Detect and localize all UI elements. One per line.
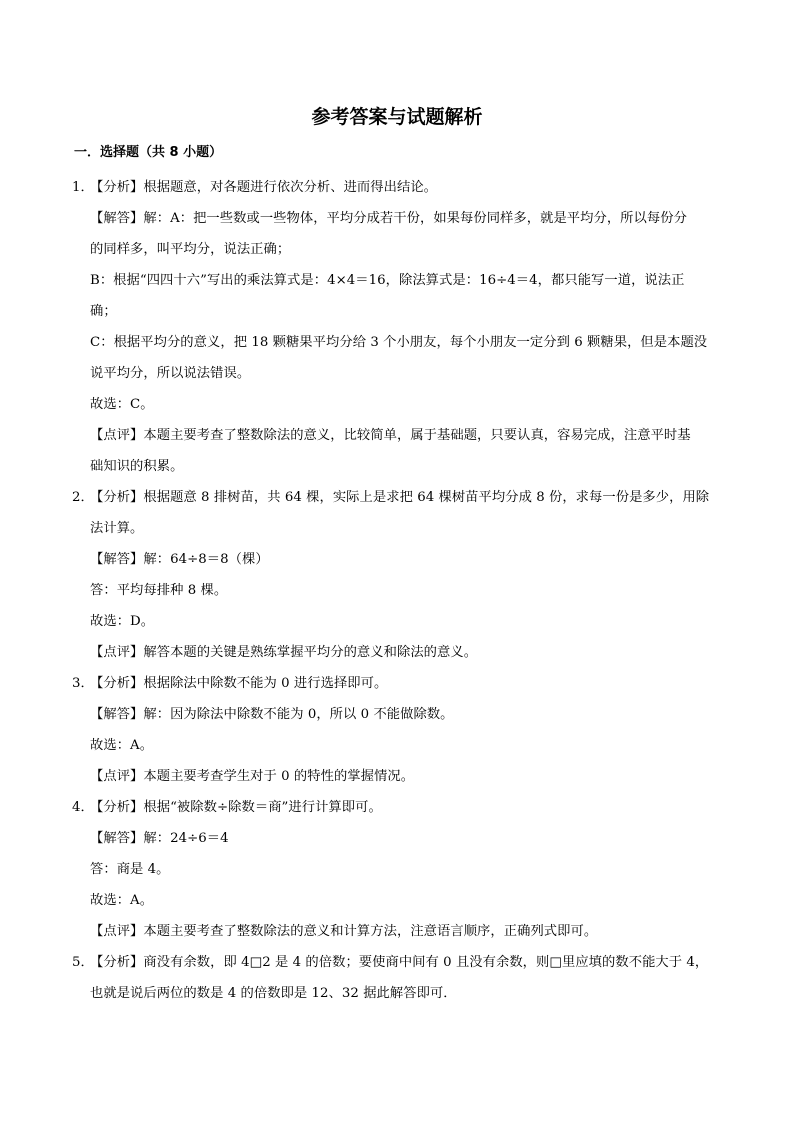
answer-line: 【解答】解：A：把一些数或一些物体，平均分成若干份，如果每份同样多，就是平均分，所以每份分 (90, 211, 687, 226)
comment-line: 【点评】解答本题的关键是熟练掌握平均分的意义和除法的意义。 (90, 645, 478, 660)
analysis-line (0, 172, 794, 203)
answer-line: C：根据平均分的意义，把 18 颗糖果平均分给 3 个小朋友，每个小朋友一定分到 6 颗糖果，但是本题没 (90, 335, 708, 350)
answer-line: B：根据“四四十六”写出的乘法算式是：4×4＝16，除法算式是：16÷4＝4，都只能写一道，说法正 (90, 273, 685, 288)
analysis-line: 法计算。 (90, 521, 144, 536)
question-3 (0, 668, 794, 792)
question-number: 3． (72, 676, 94, 691)
comment-line: 础知识的积累。 (90, 459, 184, 474)
analysis-line (0, 482, 794, 513)
answer-line: 的同样多，叫平均分，说法正确； (90, 242, 291, 257)
question-number: 4． (72, 800, 94, 815)
choice-line: 故选：D。 (90, 614, 155, 629)
line-text: 【分析】根据“被除数÷除数＝商”进行计算即可。 (90, 800, 382, 815)
analysis-line (0, 792, 794, 823)
line-text: 【分析】根据题意，对各题进行依次分析、进而得出结论。 (90, 180, 438, 195)
answer-line: 【解答】解：64÷8＝8（棵） (90, 552, 269, 567)
question-4 (0, 792, 794, 947)
answer-content (0, 172, 794, 1009)
question-number: 1． (72, 180, 94, 195)
question-number: 5． (72, 955, 94, 970)
line-text: 【分析】根据除法中除数不能为 0 进行选择即可。 (90, 676, 388, 691)
comment-line: 【点评】本题主要考查了整数除法的意义和计算方法，注意语言顺序，正确列式即可。 (90, 924, 598, 939)
answer-line: 说平均分，所以说法错误。 (90, 366, 251, 381)
question-1 (0, 172, 794, 482)
comment-line: 【点评】本题主要考查了整数除法的意义，比较简单，属于基础题，只要认真，容易完成，注意平时基 (90, 428, 691, 443)
choice-line: 故选：C。 (90, 397, 154, 412)
answer-line: 答：平均每排种 8 棵。 (90, 583, 228, 598)
line-text: 【分析】根据题意 8 排树苗，共 64 棵，实际上是求把 64 棵树苗平均分成 8 份，求每一份是多少，用除 (90, 490, 710, 505)
line-text: 【分析】商没有余数，即 4□2 是 4 的倍数；要使商中间有 0 且没有余数，则□里应填的数不能大于 4， (90, 955, 709, 970)
choice-line: 故选：A。 (90, 893, 154, 908)
answer-line: 答：商是 4。 (90, 862, 170, 877)
analysis-line (0, 668, 794, 699)
choice-line: 故选：A。 (90, 738, 154, 753)
answer-line: 【解答】解：因为除法中除数不能为 0，所以 0 不能做除数。 (90, 707, 454, 722)
question-5 (0, 947, 794, 1009)
answer-line: 【解答】解：24÷6＝4 (90, 831, 229, 846)
answer-line: 确； (90, 304, 117, 319)
page-title: 参考答案与试题解析 (311, 106, 483, 128)
analysis-line: 也就是说后两位的数是 4 的倍数即是 12、32 据此解答即可． (90, 986, 457, 1001)
section-heading: 一．选择题（共 8 小题） (74, 145, 223, 160)
question-2 (0, 482, 794, 668)
question-number: 2． (72, 490, 94, 505)
comment-line: 【点评】本题主要考查学生对于 0 的特性的掌握情况。 (90, 769, 415, 784)
analysis-line (0, 947, 794, 978)
